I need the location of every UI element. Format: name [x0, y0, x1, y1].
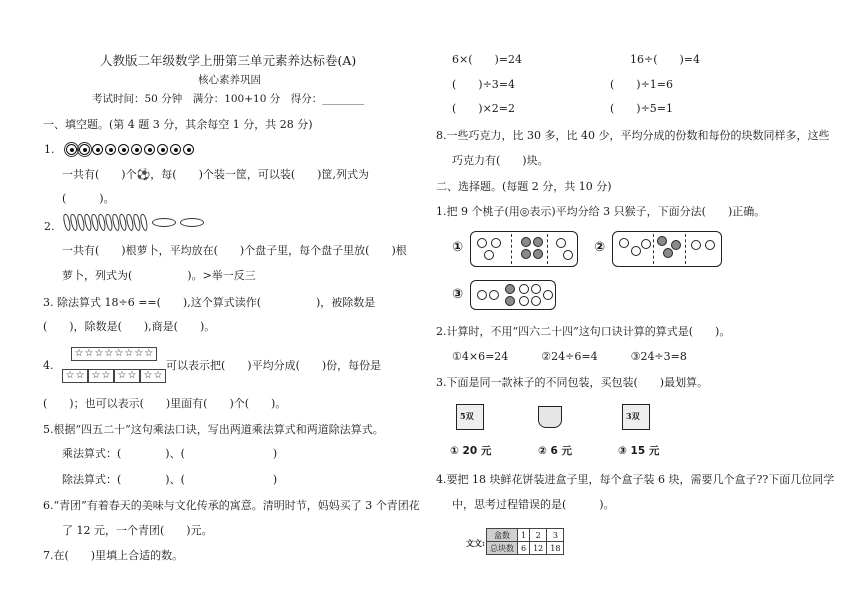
c1-option2-label: ②: [594, 240, 606, 255]
sock-package-3-icon: [622, 404, 650, 430]
peach-dot: [533, 249, 543, 259]
exam-subtitle: 核心素养巩固: [198, 74, 261, 86]
radishes-figure: [64, 214, 204, 231]
section1-title: 一、填空题。(第 4 题 3 分，其余每空 1 分，共 28 分): [43, 118, 313, 131]
exam-title: 人教版二年级数学上册第三单元素养达标卷(A): [100, 53, 357, 68]
star-icon: ☆: [117, 370, 127, 381]
q5-line3: 除法算式：( )、( ): [62, 473, 278, 486]
soccer-ball-icon: [157, 144, 168, 155]
soccer-ball-icon: [131, 144, 142, 155]
star-icon: ☆: [134, 348, 144, 359]
table-cell: 2: [530, 529, 547, 542]
peach-dot: [705, 240, 715, 250]
star-group: [62, 369, 88, 383]
peach-dot: [491, 238, 501, 248]
q7-item-3b: ( )÷5=1: [610, 102, 674, 115]
star-icon: ☆: [124, 348, 134, 359]
c1-option1-label: ①: [452, 240, 464, 255]
c3-question: 3.下面是同一款袜子的不同包装，买包装( )最划算。: [436, 376, 709, 389]
peach-dot: [531, 284, 541, 294]
peach-dot: [691, 240, 701, 250]
q4-number: 4.: [43, 359, 54, 372]
star-icon: ☆: [114, 348, 124, 359]
section2-title: 二、选择题。(每题 2 分，共 10 分): [436, 180, 612, 193]
c2-question: 2.计算时，不用“四六二十四”这句口诀计算的算式是( )。: [436, 325, 731, 338]
wenwen-table: [486, 528, 564, 555]
q3-line1: 3. 除法算式 18÷6 ==( ),这个算式读作( )，被除数是: [43, 296, 376, 309]
peach-dot: [563, 250, 573, 260]
peach-dot: [489, 290, 499, 300]
peach-dot: [519, 296, 529, 306]
c1-option3-figure: [470, 280, 556, 310]
star-icon: ☆: [127, 370, 137, 381]
peach-dot: [556, 238, 566, 248]
c1-option2-figure: [612, 231, 722, 267]
q8-line2: 巧克力有( )块。: [452, 154, 549, 167]
star-icon: ☆: [75, 370, 85, 381]
dashed-divider: [511, 234, 512, 264]
q7-item-3a: ( )×2=2: [452, 102, 516, 115]
star-icon: ☆: [101, 370, 111, 381]
sock-package-5-icon: [456, 404, 484, 430]
q8-line1: 8.一些巧克力，比 30 多，比 40 少，平均分成的份数和每份的块数同样多，这些: [436, 129, 830, 142]
peach-dot: [505, 284, 515, 294]
price-option3: ③ 15 元: [618, 445, 660, 457]
table-header-cell: 盒数: [487, 529, 518, 542]
soccer-ball-icon: [79, 144, 90, 155]
q6-line1: 6.“青团”有着春天的美味与文化传承的寓意。清明时节，妈妈买了 3 个青团花: [43, 499, 420, 512]
price-option2: ② 6 元: [538, 445, 573, 457]
c4-line2: 中，思考过程错误的是( )。: [452, 498, 615, 511]
q2-line1: 一共有( )根萝卜，平均放在( )个盘子里，每个盘子里放( )根: [62, 244, 407, 257]
soccer-ball-icon: [170, 144, 181, 155]
q7-item-1a: 6×( )=24: [452, 53, 523, 66]
star-icon: ☆: [144, 348, 154, 359]
q2-number: 2.: [44, 220, 55, 233]
soccer-ball-icon: [144, 144, 155, 155]
peach-dot: [505, 296, 515, 306]
peach-dot: [663, 248, 673, 258]
table-cell: 1: [518, 529, 530, 542]
q7-item-2b: ( )÷1=6: [610, 78, 674, 91]
plate-icon: [180, 218, 204, 227]
table-cell: 3: [547, 529, 564, 542]
q7-line1: 7.在( )里填上合适的数。: [43, 549, 184, 562]
table-header-cell: 总块数: [487, 542, 518, 555]
table-row: [487, 542, 564, 555]
peach-dot: [641, 239, 651, 249]
peach-dot: [619, 238, 629, 248]
star-group: [88, 369, 114, 383]
pkg-a-label: 5双: [460, 411, 474, 421]
star-icon: ☆: [153, 370, 163, 381]
dashed-divider: [653, 234, 654, 264]
star-group: [140, 369, 166, 383]
peach-dot: [521, 237, 531, 247]
q5-line1: 5.根据“四五二十”这句乘法口诀，写出两道乘法算式和两道除法算式。: [43, 423, 384, 436]
q2-line2: 萝卜，列式为( )。>举一反三: [62, 269, 256, 282]
peach-dot: [543, 290, 553, 300]
peach-dot: [531, 296, 541, 306]
q7-item-1b: 16÷( )=4: [630, 53, 701, 66]
c1-question: 1.把 9 个桃子(用◎表示)平均分给 3 只猴子，下面分法( )正确。: [436, 205, 766, 218]
q4-line1: 可以表示把( )平均分成( )份，每份是: [166, 359, 382, 372]
peach-dot: [631, 246, 641, 256]
price-option1: ① 20 元: [450, 445, 492, 457]
peach-dot: [477, 238, 487, 248]
c1-option3-label: ③: [452, 287, 464, 302]
peach-dot: [519, 284, 529, 294]
dashed-divider: [685, 234, 686, 264]
star-icon: ☆: [74, 348, 84, 359]
soccer-ball-icon: [183, 144, 194, 155]
stars-top-row: [71, 347, 157, 361]
star-icon: ☆: [104, 348, 114, 359]
peach-dot: [477, 290, 487, 300]
soccer-ball-icon: [66, 144, 77, 155]
table-cell: 18: [547, 542, 564, 555]
dashed-divider: [547, 234, 548, 264]
soccer-ball-icon: [105, 144, 116, 155]
q7-item-2a: ( )÷3=4: [452, 78, 516, 91]
star-icon: ☆: [84, 348, 94, 359]
peach-dot: [521, 249, 531, 259]
sock-single-pack-icon: [538, 406, 562, 428]
star-icon: ☆: [143, 370, 153, 381]
table-cell: 12: [530, 542, 547, 555]
peach-dot: [671, 240, 681, 250]
peach-dot: [657, 236, 667, 246]
soccer-ball-icon: [92, 144, 103, 155]
q1-line2: ( )。: [62, 192, 115, 205]
star-icon: ☆: [91, 370, 101, 381]
soccer-balls-figure: [66, 144, 196, 155]
exam-info: 考试时间：50 分钟 满分：100+10 分 得分：________: [92, 93, 365, 105]
plate-icon: [152, 218, 176, 227]
q5-line2: 乘法算式：( )、( ): [62, 447, 278, 460]
wenwen-label: 文文:: [466, 538, 485, 548]
radish-icon: [139, 214, 148, 232]
peach-dot: [484, 250, 494, 260]
table-cell: 6: [518, 542, 530, 555]
c1-option1-figure: [470, 231, 578, 267]
q3-line2: ( )，除数是( ),商是( )。: [43, 320, 216, 333]
table-row: [487, 529, 564, 542]
star-icon: ☆: [65, 370, 75, 381]
pkg-c-label: 3双: [626, 411, 640, 421]
q6-line2: 了 12 元，一个青团( )元。: [62, 524, 213, 537]
peach-dot: [533, 237, 543, 247]
q1-number: 1.: [44, 143, 55, 156]
c4-line1: 4.要把 18 块鲜花饼装进盒子里，每个盒子装 6 块，需要几个盒子??下面几位同学: [436, 473, 835, 486]
c2-options: ①4×6=24 ②24÷6=4 ③24÷3=8: [452, 350, 687, 363]
star-icon: ☆: [94, 348, 104, 359]
q4-line2: ( )；也可以表示( )里面有( )个( )。: [43, 397, 287, 410]
q1-line1: 一共有( )个⚽，每( )个装一筐，可以装( )筐,列式为: [62, 168, 369, 181]
soccer-ball-icon: [118, 144, 129, 155]
star-group: [114, 369, 140, 383]
